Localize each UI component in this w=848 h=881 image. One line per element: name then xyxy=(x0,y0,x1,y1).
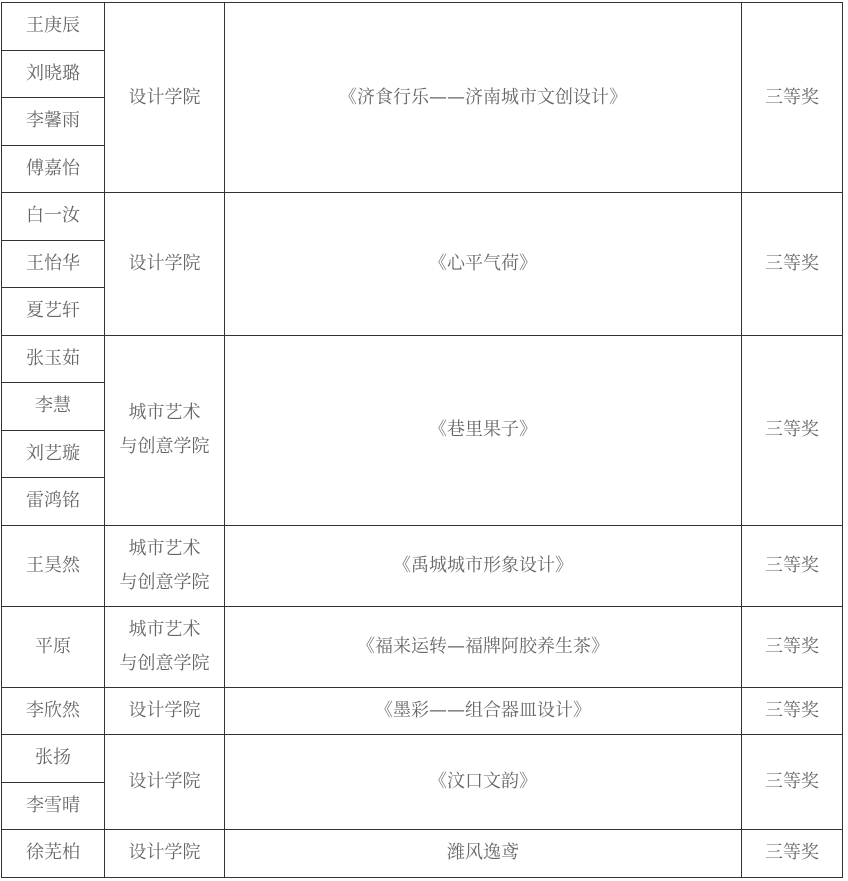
college-cell xyxy=(105,830,225,878)
student-name-cell: 李慧 xyxy=(2,383,105,431)
work-title-cell: 《心平气荷》 xyxy=(225,193,742,336)
table-row xyxy=(2,525,843,606)
prize-cell: 三等奖 xyxy=(742,735,843,830)
table-row xyxy=(2,193,843,241)
work-title-cell: 潍风逸鸢 xyxy=(225,830,742,878)
college-name-line: 城市艺术 xyxy=(128,402,201,423)
student-name-cell: 张玉茹 xyxy=(2,335,105,383)
student-name-cell: 白一汝 xyxy=(2,193,105,241)
table-row xyxy=(2,3,843,51)
college-cell xyxy=(105,735,225,830)
prize-cell: 三等奖 xyxy=(742,606,843,687)
work-title-cell: 《禹城城市形象设计》 xyxy=(225,525,742,606)
table-row xyxy=(2,687,843,735)
table-row xyxy=(2,830,843,878)
college-name-line: 设计学院 xyxy=(128,86,201,108)
student-name-cell: 夏艺轩 xyxy=(2,288,105,336)
prize-cell: 三等奖 xyxy=(742,687,843,735)
prize-cell: 三等奖 xyxy=(742,830,843,878)
prize-cell: 三等奖 xyxy=(742,525,843,606)
college-name-line: 设计学院 xyxy=(128,771,201,792)
prize-cell: 三等奖 xyxy=(742,3,843,193)
student-name-cell: 王昊然 xyxy=(2,525,105,606)
work-title-cell: 《汶口文韵》 xyxy=(225,735,742,830)
college-cell xyxy=(105,335,225,525)
student-name-cell: 刘晓璐 xyxy=(2,50,105,98)
college-name-line: 设计学院 xyxy=(128,699,201,721)
prize-cell: 三等奖 xyxy=(742,193,843,336)
work-title-cell: 《墨彩——组合器皿设计》 xyxy=(225,687,742,735)
student-name-cell: 刘艺璇 xyxy=(2,430,105,478)
table-row xyxy=(2,735,843,783)
student-name-cell: 徐芜柏 xyxy=(2,830,105,878)
student-name-cell: 雷鸿铭 xyxy=(2,478,105,526)
college-cell xyxy=(105,193,225,336)
college-name-line: 设计学院 xyxy=(128,252,201,274)
college-name-line: 与创意学院 xyxy=(119,652,210,674)
work-title-cell: 《福来运转—福牌阿胶养生茶》 xyxy=(225,606,742,687)
student-name-cell: 王庚辰 xyxy=(2,3,105,51)
college-cell xyxy=(105,687,225,735)
work-title-cell: 《济食行乐——济南城市文创设计》 xyxy=(225,3,742,193)
awards-table xyxy=(1,2,843,878)
student-name-cell: 李馨雨 xyxy=(2,98,105,146)
prize-cell: 三等奖 xyxy=(742,335,843,525)
awards-table-body xyxy=(2,3,843,878)
student-name-cell: 傅嘉怡 xyxy=(2,145,105,193)
student-name-cell: 王怡华 xyxy=(2,240,105,288)
college-name-line: 设计学院 xyxy=(128,842,201,864)
student-name-cell: 平原 xyxy=(2,606,105,687)
student-name-cell: 李欣然 xyxy=(2,687,105,735)
college-name-line: 城市艺术 xyxy=(128,537,201,559)
college-name-line: 城市艺术 xyxy=(128,618,201,640)
student-name-cell: 张扬 xyxy=(2,735,105,783)
student-name-cell: 李雪晴 xyxy=(2,782,105,830)
college-cell xyxy=(105,606,225,687)
college-cell xyxy=(105,3,225,193)
college-name-line: 与创意学院 xyxy=(119,571,210,593)
work-title-cell: 《巷里果子》 xyxy=(225,335,742,525)
table-row xyxy=(2,606,843,687)
table-row xyxy=(2,335,843,383)
college-name-line: 与创意学院 xyxy=(119,436,210,457)
college-cell xyxy=(105,525,225,606)
